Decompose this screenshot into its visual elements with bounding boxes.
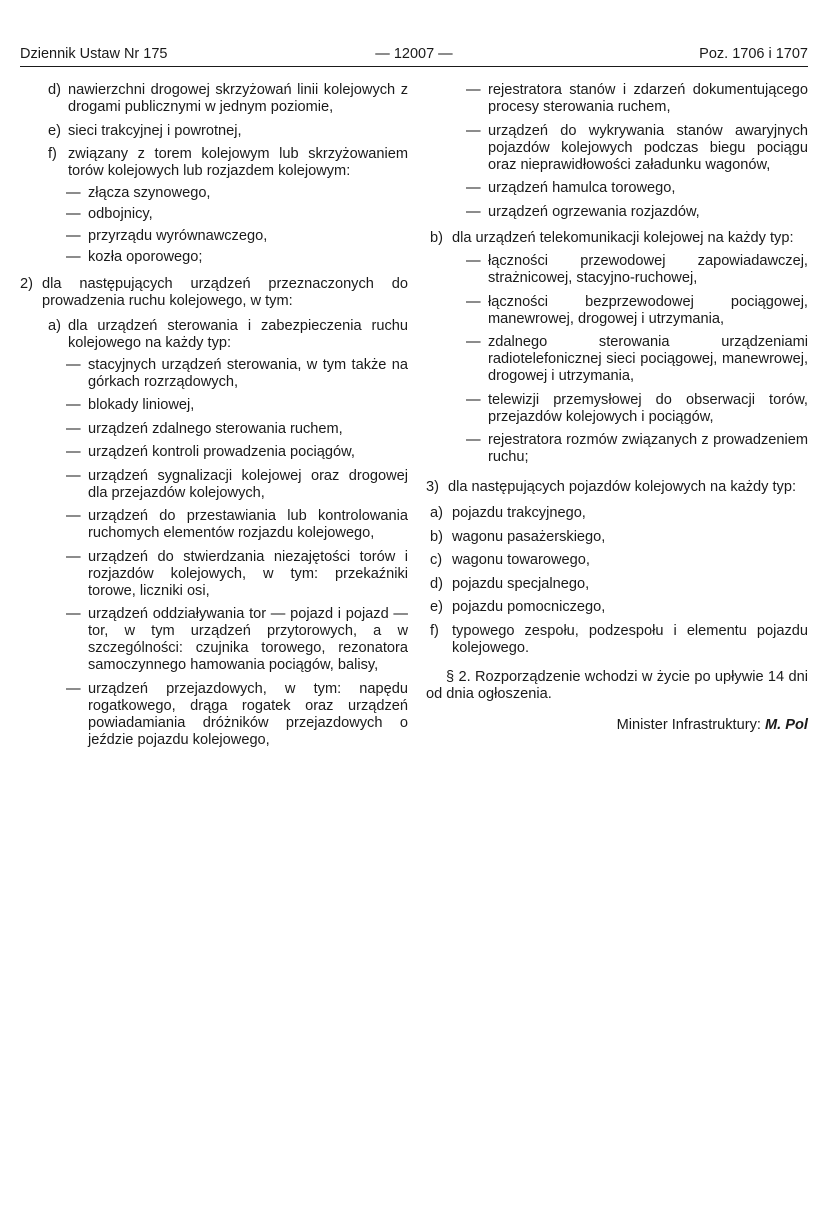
item-f-track: f) związany z torem kolejowym lub skrzyżowaniem torów kolejowych lub rozjazdem kolejowym:	[48, 146, 408, 179]
list-item: f) typowego zespołu, podzespołu i elementu pojazdu kolejowego.	[430, 622, 808, 656]
point-2-devices: 2) dla następujących urządzeń przeznaczonych do prowadzenia ruchu kolejowego, w tym:	[20, 276, 408, 309]
item-e-traction: e) sieci trakcyjnej i powrotnej,	[48, 122, 242, 139]
list-item: e) pojazdu pomocniczego,	[430, 599, 606, 615]
list-item: — łączności bezprzewodowej pociągowej, manewrowej, drogowej i utrzymania,	[466, 293, 808, 327]
list-item: — urządzeń do wykrywania stanów awaryjnych pojazdów kolejowych podczas biegu pociągu oraz nieprawidłowości załadunku wagonów,	[466, 122, 808, 173]
list-item: — urządzeń do stwierdzania niezajętości torów i rozjazdów kolejowych, w tym: przekaźniki torowe, liczniki osi,	[66, 548, 408, 599]
point-2a-control: a) dla urządzeń sterowania i zabezpieczenia ruchu kolejowego na każdy typ:	[48, 318, 408, 351]
right-column	[426, 82, 808, 734]
list-item: — blokady liniowej,	[66, 397, 195, 413]
list-item: a) pojazdu trakcyjnego,	[430, 505, 586, 521]
header-rule	[20, 66, 808, 67]
list-item: — urządzeń hamulca torowego,	[466, 180, 676, 196]
point-2b-telecom: b) dla urządzeń telekomunikacji kolejowej na każdy typ:	[430, 229, 794, 246]
list-item: d) pojazdu specjalnego,	[430, 575, 590, 592]
list-item: — złącza szynowego,	[66, 184, 211, 201]
list-item: — rejestratora rozmów związanych z prowadzeniem ruchu;	[466, 432, 808, 465]
item-d-surface: d) nawierzchni drogowej skrzyżowań linii kolejowych z drogami publicznymi w jednym poziomie,	[48, 82, 408, 115]
list-item: c) wagonu towarowego,	[430, 552, 590, 568]
section-2-paragraph: § 2. Rozporządzenie wchodzi w życie po upływie 14 dni od dnia ogłoszenia.	[426, 668, 808, 702]
list-item: b) wagonu pasażerskiego,	[430, 528, 606, 545]
journal-title: Dziennik Ustaw Nr 175	[20, 46, 168, 62]
list-item: — zdalnego sterowania urządzeniami radiotelefonicznej sieci pociągowej, manewrowej, drogowej i utrzymania,	[466, 334, 808, 384]
list-item: — urządzeń przejazdowych, w tym: napędu rogatkowego, drąga rogatek oraz urządzeń powiadamiania dróżników przejazdowych o jeździe pojazdu kolejowego,	[66, 680, 408, 748]
list-item: — urządzeń ogrzewania rozjazdów,	[466, 203, 700, 220]
list-item: — urządzeń kontroli prowadzenia pociągów,	[66, 444, 355, 460]
page-header	[20, 46, 808, 66]
left-column	[20, 82, 408, 755]
signature-role: Minister Infrastruktury:	[616, 716, 761, 733]
list-item: — urządzeń zdalnego sterowania ruchem,	[66, 420, 343, 437]
list-item: — telewizji przemysłowej do obserwacji torów, przejazdów kolejowych i pociągów,	[466, 391, 808, 425]
list-item: — odbojnicy,	[66, 206, 153, 222]
list-item: — rejestratora stanów i zdarzeń dokumentującego procesy sterowania ruchem,	[466, 82, 808, 115]
signature-name: M. Pol	[765, 716, 808, 733]
list-item: — stacyjnych urządzeń sterowania, w tym także na górkach rozrządowych,	[66, 356, 408, 390]
list-item: — kozła oporowego;	[66, 249, 203, 265]
position-number: Poz. 1706 i 1707	[699, 46, 808, 62]
list-item: — przyrządu wyrównawczego,	[66, 227, 268, 244]
signature	[426, 717, 808, 734]
list-item: — łączności przewodowej zapowiadawczej, strażnicowej, stacyjno-ruchowej,	[466, 253, 808, 286]
list-item: — urządzeń sygnalizacji kolejowej oraz drogowej dla przejazdów kolejowych,	[66, 467, 408, 501]
point-3-vehicles: 3) dla następujących pojazdów kolejowych na każdy typ:	[426, 479, 797, 495]
list-item: — urządzeń do przestawiania lub kontrolowania ruchomych elementów rozjazdu kolejowego,	[66, 508, 408, 541]
list-item: — urządzeń oddziaływania tor — pojazd i pojazd — tor, w tym urządzeń przytorowych, a w szczególności: czujnika torowego, rezonatora samoczynnego hamowania pociągów, balisy,	[66, 606, 408, 673]
page-number: — 12007 —	[375, 46, 453, 62]
